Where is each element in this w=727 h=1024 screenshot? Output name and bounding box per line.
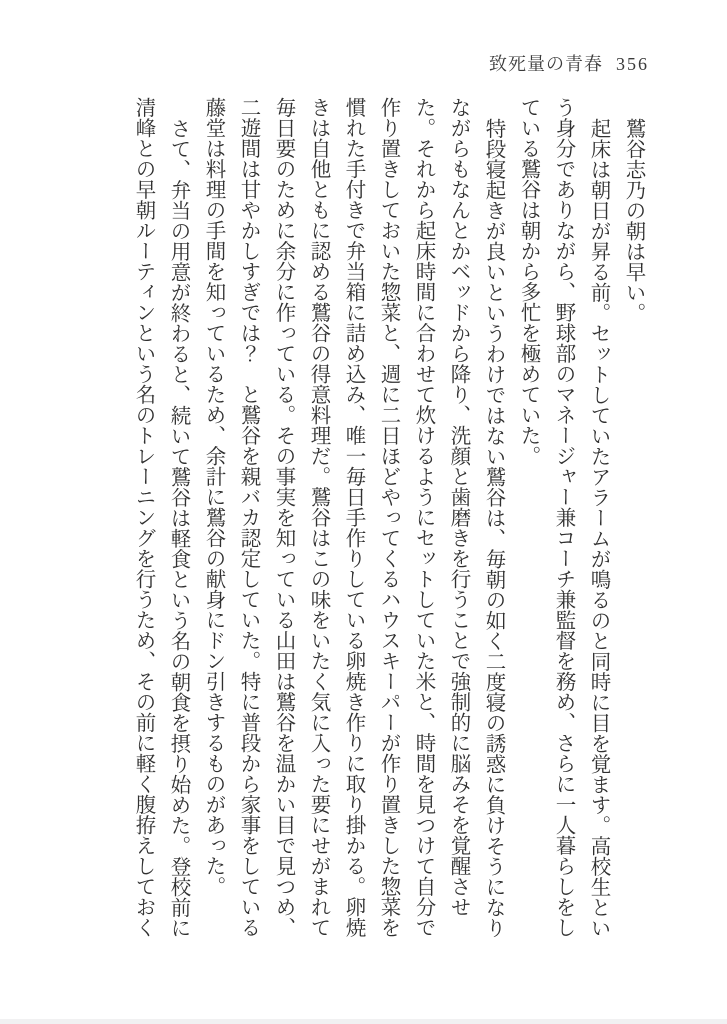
paragraph-3: 特段寝起きが良いというわけではない鷲谷は、毎朝の如く二度寝の誘惑に負けそうになりながらもなんとかベッドから降り、洗顔と歯磨きを行うことで強制的に脳みそを覚醒させた。それから起床時間に合わせて炊けるようにセットしていた米と、時間を見つけて自分で作り置きしておいた惣菜と、週に二日ほどやってくるハウスキーパーが作り置きした惣菜を慣れた手付きで弁当箱に詰め込み、唯一毎日手作りしている卵焼き作りに取り掛かる。卵焼きは自他ともに認める鷲谷の得意料理だ。鷲谷はこの味をいたく気に入った要にせがまれて毎日要のために余分に作っている。その事実を知っている山田は鷲谷を温かい目で見つめ、二遊間は甘やかしすぎでは？ と鷲谷を親バカ認定していた。特に普段から家事をしている藤堂は料理の手間を知っているため、余計に鷲谷の献身にドン引きするものがあった。 bbox=[202, 97, 504, 938]
running-header bbox=[489, 50, 649, 76]
page-number: 356 bbox=[616, 54, 649, 74]
paragraph-2: 起床は朝日が昇る前。セットしていたアラームが鳴るのと同時に目を覚ます。高校生という身分でありながら、野球部のマネージャー兼コーチ兼監督を務め、さらに一人暮らしをしている鷲谷は朝から多忙を極めていた。 bbox=[517, 97, 609, 938]
paragraph-1: 鷲谷志乃の朝は早い。 bbox=[622, 117, 644, 323]
body-text bbox=[125, 97, 650, 943]
paragraph-4: さて、弁当の用意が終わると、続いて鷲谷は軽食という名の朝食を摂り始めた。登校前に清峰との早朝ルーティンという名のトレーニングを行うため、その前に軽く腹拵えしておく bbox=[132, 97, 189, 938]
bottom-edge-strip bbox=[0, 1019, 727, 1024]
book-title: 致死量の青春 bbox=[489, 54, 603, 74]
